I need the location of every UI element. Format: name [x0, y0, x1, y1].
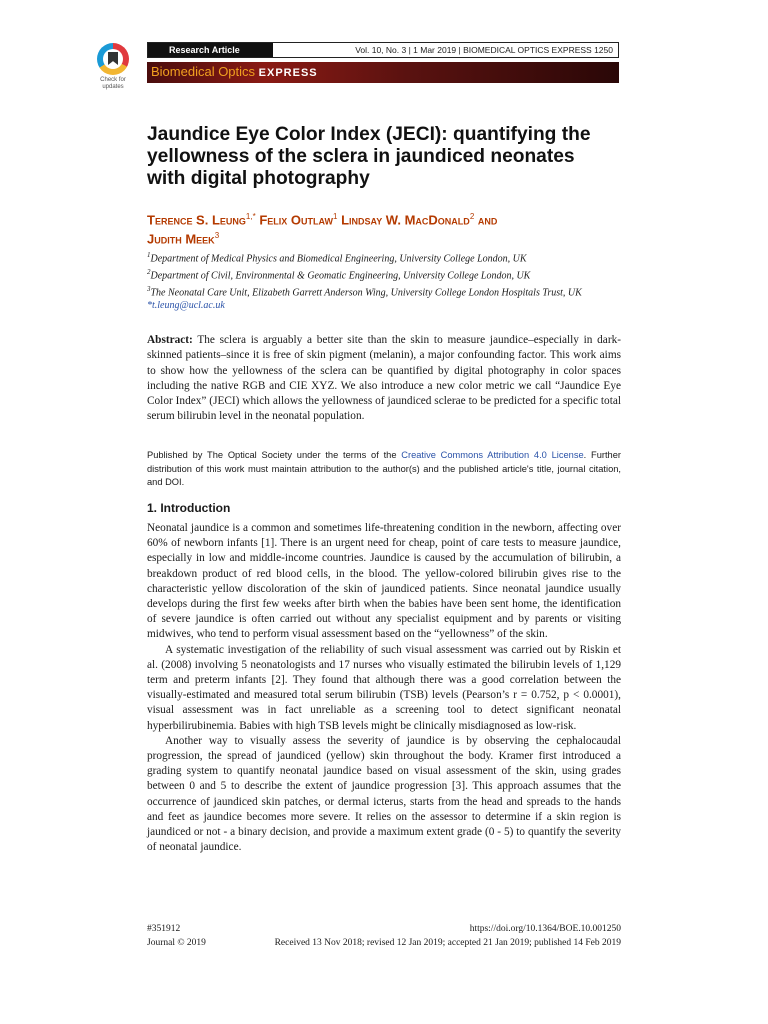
- affiliation-text: The Neonatal Care Unit, Elizabeth Garrett Anderson Wing, University College London Hospitals Trust, UK: [150, 286, 582, 298]
- abstract-label: Abstract:: [147, 334, 193, 346]
- author-name[interactable]: Terence S. Leung: [147, 212, 246, 228]
- author-affiliation-mark: 1: [333, 212, 338, 221]
- journal-copyright: Journal © 2019: [147, 938, 206, 948]
- affiliation-item: [147, 249, 617, 266]
- affiliation-text: Department of Medical Physics and Biomedical Engineering, University College London, UK: [150, 253, 527, 265]
- affiliations: [147, 249, 617, 313]
- affiliation-mark: 1: [147, 251, 151, 259]
- journal-logo: [151, 64, 318, 79]
- abstract: [147, 333, 621, 425]
- body-paragraph: A systematic investigation of the reliability of such visual assessment was carried out by Riskin et al. (2008) involving 5 neonatologists and 17 nurses who visually estimated the bilirubin levels of 1,129 term and preterm infants [2]. They found that although there was a good correlation between the visually-estimated and measured total serum bilirubin (TSB) levels (Pearson’s r = 0.752, p < 0.0001), visual assessment was in fact unreliable as a screening tool to detect significant neonatal hyperbilirubinemia. Babies with high TSB levels might be clinically misdiagnosed as low-risk.: [147, 643, 621, 732]
- corresponding-email-link[interactable]: *t.leung@ucl.ac.uk: [147, 300, 225, 312]
- journal-suffix: EXPRESS: [258, 67, 318, 79]
- abstract-text: The sclera is arguably a better site than the skin to measure jaundice–especially in dark-skinned patients–since it is free of skin pigment (melanin), a major confounding factor. This work aims to show how the yellowness of the sclera can be quantified by digital photography in color spaces including the native RGB and CIE XYZ. We also introduce a new color metric we call “Jaundice Eye Color Index” (JECI) which allows the yellowness of jaundiced sclerae to be predicted for a specific total serum bilirubin level in the neonatal population.: [147, 334, 621, 423]
- author-affiliation-mark: 2: [469, 212, 475, 221]
- citation-line: Vol. 10, No. 3 | 1 Mar 2019 | BIOMEDICAL OPTICS EXPRESS 1250: [355, 45, 613, 55]
- license-statement: [147, 449, 621, 490]
- affiliation-item: [147, 283, 617, 300]
- article-title: Jaundice Eye Color Index (JECI): quantifying the yellowness of the sclera in jaundiced neonates with digital photography: [147, 124, 591, 189]
- author-affiliation-mark: 1,*: [245, 212, 256, 221]
- affiliation-mark: 3: [147, 284, 151, 293]
- check-for-updates-badge[interactable]: [92, 43, 134, 93]
- manuscript-id: #351912: [147, 924, 181, 934]
- journal-name: Biomedical Optics: [151, 64, 256, 79]
- author-list: [147, 209, 617, 248]
- affiliation-item: [147, 266, 617, 283]
- article-body: [147, 521, 621, 855]
- author-affiliation-mark: 3: [214, 231, 220, 241]
- license-text-post: . Further distribution of this work must maintain attribution to the author(s) and the published article's title, journal citation, and DOI.: [147, 450, 621, 487]
- body-paragraph: Neonatal jaundice is a common and sometimes life-threatening condition in the newborn, affecting over 60% of newborn infants [1]. There is an urgent need for cheap, point of care tests to measure jaundice, especially in low and middle-income countries. Jaundice is caused by the accumulation of bilirubin, a breakdown product of red blood cells, in the blood. The yellow-colored bilirubin gives rise to the characteristic yellow discoloration of the skin of jaundiced patients. Since neonatal jaundice usually develops during the first few weeks after birth when the babies have been sent home, the identification of severe jaundice is often carried out without any specialist equipment and by parents or visiting midwives, who tend to perform visual assessment based on the “yellowness” of the skin.: [147, 522, 621, 641]
- doi-link[interactable]: https://doi.org/10.1364/BOE.10.001250: [469, 924, 621, 934]
- author-name[interactable]: Lindsay W. MacDonald: [341, 212, 470, 228]
- author-name[interactable]: Judith Meek: [147, 231, 215, 247]
- body-paragraph: Another way to visually assess the severity of jaundice is by observing the cephalocaudal progression, the spread of jaundiced (yellow) skin throughout the body. Kramer first introduced a grading system to quantify neonatal jaundice based on visual assessment of the skin, using grades between 0 and 5 to describe the extent of jaundice progression [3]. This approach assumes that the occurrence of jaundiced skin patches, or dermal icterus, starts from the head and spreads to the hands and feet as jaundice becomes more severe. It relies on the assessor to determine if a skin region is jaundiced or not - a binary decision, and provide a maximum extent grade (0 - 5) to quantify the severity of neonatal jaundice.: [147, 734, 621, 854]
- license-text-pre: Published by The Optical Society under the terms of the: [147, 450, 402, 460]
- journal-banner: [147, 62, 619, 83]
- check-for-updates-label: Check for updates: [100, 77, 126, 90]
- license-link[interactable]: Creative Commons Attribution 4.0 License: [401, 450, 584, 460]
- article-header: [147, 42, 619, 58]
- article-type-label: Research Article: [148, 43, 273, 57]
- author-conjunction: and: [477, 212, 498, 228]
- publication-dates: Received 13 Nov 2018; revised 12 Jan 2019; accepted 21 Jan 2019; published 14 Feb 2019: [274, 938, 621, 948]
- author-name[interactable]: Felix Outlaw: [259, 212, 333, 228]
- affiliation-text: Department of Civil, Environmental & Geomatic Engineering, University College London, UK: [150, 270, 531, 282]
- section-heading: 1. Introduction: [147, 501, 231, 515]
- affiliation-mark: 2: [147, 267, 151, 276]
